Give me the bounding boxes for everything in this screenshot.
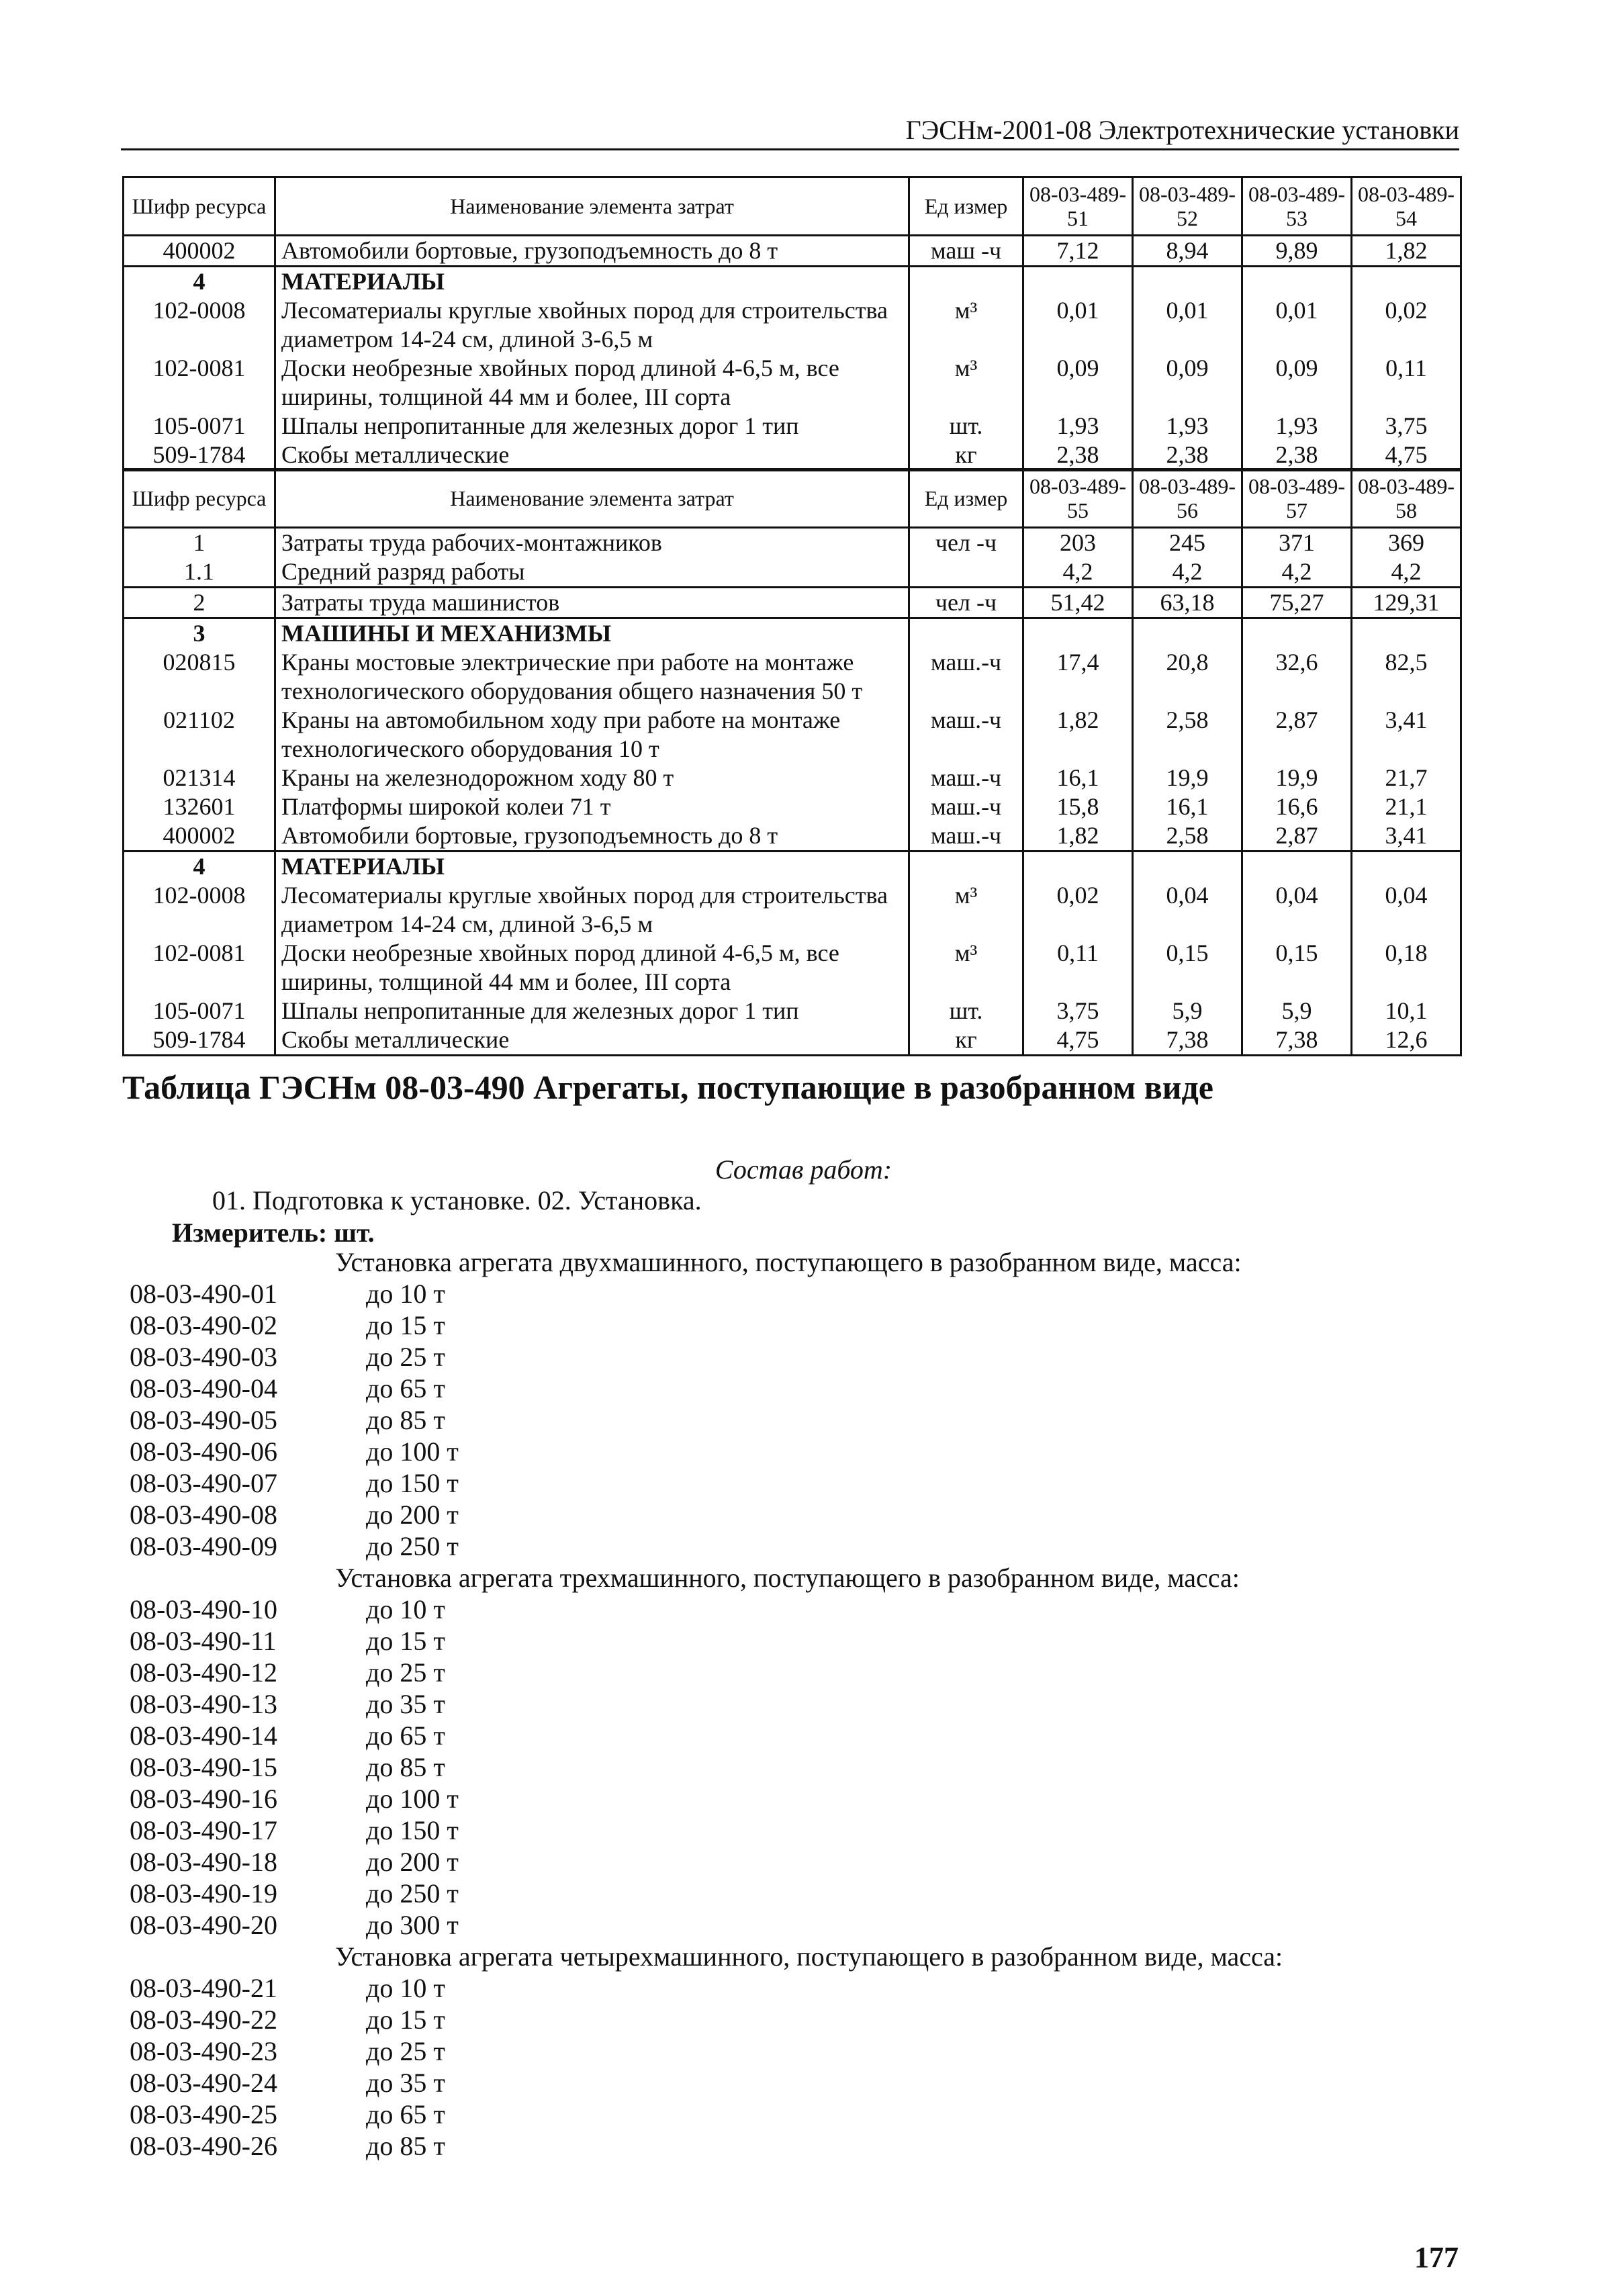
resource-code: 102-0008 xyxy=(124,881,275,939)
norm-item xyxy=(130,1815,1406,1846)
norm-code: 08-03-490-05 xyxy=(130,1405,277,1435)
resource-name: Автомобили бортовые, грузоподъемность до 8 т xyxy=(275,236,909,267)
table-row xyxy=(124,881,1461,939)
resource-unit: кг xyxy=(909,441,1023,471)
resource-code: 021314 xyxy=(124,764,275,792)
norm-value: 4,2 xyxy=(1242,557,1352,588)
norm-value: 5,9 xyxy=(1133,997,1242,1025)
norm-mass: до 250 т xyxy=(366,1531,459,1561)
norm-value: 4,2 xyxy=(1023,557,1133,588)
norm-value: 16,1 xyxy=(1023,764,1133,792)
norm-item xyxy=(130,1278,1406,1310)
resource-unit xyxy=(909,557,1023,588)
resource-code: 3 xyxy=(124,618,275,649)
norm-code: 08-03-490-23 xyxy=(130,2036,277,2066)
norm-value xyxy=(1352,852,1461,882)
meter-unit: Измеритель: шт. xyxy=(172,1218,375,1248)
table-row xyxy=(124,412,1461,441)
norm-value: 17,4 xyxy=(1023,648,1133,706)
norm-value: 75,27 xyxy=(1242,588,1352,618)
norm-item xyxy=(130,1688,1406,1720)
norm-value: 0,09 xyxy=(1242,354,1352,412)
column-header: 08-03-489-53 xyxy=(1242,177,1352,236)
norm-item xyxy=(130,1972,1406,2004)
resource-unit xyxy=(909,852,1023,882)
norm-value: 5,9 xyxy=(1242,997,1352,1025)
norm-value xyxy=(1023,618,1133,649)
norm-value: 3,75 xyxy=(1352,412,1461,441)
norm-value: 0,18 xyxy=(1352,939,1461,997)
norm-mass: до 10 т xyxy=(366,1973,445,2003)
norm-item xyxy=(130,1436,1406,1467)
resource-unit: чел -ч xyxy=(909,528,1023,558)
norm-code: 08-03-490-13 xyxy=(130,1689,277,1719)
norm-code: 08-03-490-17 xyxy=(130,1815,277,1845)
norm-item xyxy=(130,1467,1406,1499)
group-heading-text: Установка агрегата четырехмашинного, поступающего в разобранном виде, масса: xyxy=(335,1941,1283,1972)
norm-mass: до 15 т xyxy=(366,1626,445,1656)
table-row xyxy=(124,557,1461,588)
norm-mass: до 200 т xyxy=(366,1847,459,1877)
resource-name: Средний разряд работы xyxy=(275,557,909,588)
column-header: 08-03-489-54 xyxy=(1352,177,1461,236)
column-header: 08-03-489-57 xyxy=(1242,469,1352,528)
resource-code: 102-0081 xyxy=(124,354,275,412)
norm-mass: до 300 т xyxy=(366,1910,459,1940)
norm-value: 0,04 xyxy=(1133,881,1242,939)
norm-value: 203 xyxy=(1023,528,1133,558)
norm-value: 1,93 xyxy=(1023,412,1133,441)
section-row xyxy=(124,852,1461,882)
column-header: Шифр ресурса xyxy=(124,177,275,236)
resource-unit: маш.-ч xyxy=(909,764,1023,792)
norm-value: 16,1 xyxy=(1133,792,1242,821)
norm-value: 9,89 xyxy=(1242,236,1352,267)
table-row xyxy=(124,821,1461,852)
norm-item xyxy=(130,2130,1406,2162)
column-header: Наименование элемента затрат xyxy=(275,469,909,528)
resource-unit: м³ xyxy=(909,296,1023,354)
norm-mass: до 10 т xyxy=(366,1279,445,1309)
column-header: Шифр ресурса xyxy=(124,469,275,528)
resource-unit: шт. xyxy=(909,412,1023,441)
norm-mass: до 100 т xyxy=(366,1436,459,1467)
norm-value: 1,82 xyxy=(1352,236,1461,267)
norm-value xyxy=(1023,852,1133,882)
norm-value: 0,04 xyxy=(1242,881,1352,939)
norm-mass: до 85 т xyxy=(366,2131,445,2161)
norm-value: 2,87 xyxy=(1242,821,1352,852)
column-header: 08-03-489-51 xyxy=(1023,177,1133,236)
norm-value: 4,2 xyxy=(1352,557,1461,588)
norm-value: 129,31 xyxy=(1352,588,1461,618)
norm-value xyxy=(1242,267,1352,297)
resource-code: 105-0071 xyxy=(124,997,275,1025)
table-row xyxy=(124,706,1461,764)
norm-item xyxy=(130,1720,1406,1751)
resource-name: Платформы широкой колеи 71 т xyxy=(275,792,909,821)
resource-unit: маш.-ч xyxy=(909,792,1023,821)
table-title: Таблица ГЭСНм 08-03-490 Агрегаты, поступающие в разобранном виде xyxy=(122,1068,1213,1106)
norm-value: 21,1 xyxy=(1352,792,1461,821)
resource-name: МАТЕРИАЛЫ xyxy=(275,852,909,882)
resource-code: 105-0071 xyxy=(124,412,275,441)
resource-code: 400002 xyxy=(124,236,275,267)
norm-mass: до 65 т xyxy=(366,1373,445,1404)
resource-unit: м³ xyxy=(909,881,1023,939)
norm-mass: до 65 т xyxy=(366,1720,445,1751)
resource-unit: м³ xyxy=(909,939,1023,997)
resource-table-489-55-58 xyxy=(122,468,1462,1056)
group-heading xyxy=(130,1941,1406,1972)
norm-value: 0,04 xyxy=(1352,881,1461,939)
resource-unit: маш.-ч xyxy=(909,648,1023,706)
norm-item xyxy=(130,2004,1406,2035)
norm-item xyxy=(130,1783,1406,1815)
norm-value: 2,38 xyxy=(1242,441,1352,471)
norm-value xyxy=(1242,618,1352,649)
norm-code: 08-03-490-04 xyxy=(130,1373,277,1404)
table-row xyxy=(124,236,1461,267)
norm-mass: до 65 т xyxy=(366,2099,445,2129)
resource-name: Лесоматериалы круглые хвойных пород для строительства диаметром 14-24 см, длиной 3-6,5 м xyxy=(275,296,909,354)
norm-value: 21,7 xyxy=(1352,764,1461,792)
norm-item xyxy=(130,1909,1406,1941)
norm-code: 08-03-490-16 xyxy=(130,1784,277,1814)
resource-code: 509-1784 xyxy=(124,441,275,471)
norm-value: 3,41 xyxy=(1352,706,1461,764)
norm-code: 08-03-490-22 xyxy=(130,2005,277,2035)
column-header: 08-03-489-58 xyxy=(1352,469,1461,528)
norm-value: 0,01 xyxy=(1023,296,1133,354)
resource-name: Автомобили бортовые, грузоподъемность до 8 т xyxy=(275,821,909,852)
table-row xyxy=(124,792,1461,821)
norm-value: 0,01 xyxy=(1242,296,1352,354)
norm-code: 08-03-490-20 xyxy=(130,1910,277,1940)
norm-value: 4,2 xyxy=(1133,557,1242,588)
running-header: ГЭСНм-2001-08 Электротехнические установки xyxy=(121,114,1459,150)
norm-value: 0,15 xyxy=(1242,939,1352,997)
norm-item xyxy=(130,1499,1406,1530)
norm-value: 369 xyxy=(1352,528,1461,558)
resource-name: Доски необрезные хвойных пород длиной 4-6,5 м, все ширины, толщиной 44 мм и более, III сорта xyxy=(275,939,909,997)
norm-value: 371 xyxy=(1242,528,1352,558)
norm-value: 0,11 xyxy=(1023,939,1133,997)
resource-name: Скобы металлические xyxy=(275,441,909,471)
norm-value: 4,75 xyxy=(1023,1025,1133,1056)
norm-code: 08-03-490-02 xyxy=(130,1310,277,1340)
norm-mass: до 15 т xyxy=(366,1310,445,1340)
resource-unit: м³ xyxy=(909,354,1023,412)
table-row xyxy=(124,528,1461,558)
norm-mass: до 200 т xyxy=(366,1500,459,1530)
resource-name: МАТЕРИАЛЫ xyxy=(275,267,909,297)
norm-code: 08-03-490-21 xyxy=(130,1973,277,2003)
norm-value: 0,01 xyxy=(1133,296,1242,354)
norm-mass: до 15 т xyxy=(366,2005,445,2035)
norm-code: 08-03-490-19 xyxy=(130,1878,277,1909)
page-number: 177 xyxy=(1414,2241,1459,2274)
norm-item xyxy=(130,1846,1406,1878)
norm-value xyxy=(1242,852,1352,882)
resource-name: Шпалы непропитанные для железных дорог 1 тип xyxy=(275,412,909,441)
norm-value: 1,93 xyxy=(1133,412,1242,441)
norm-value: 51,42 xyxy=(1023,588,1133,618)
resource-table-489-51-54 xyxy=(122,176,1462,471)
norm-item xyxy=(130,1341,1406,1373)
norm-code: 08-03-490-03 xyxy=(130,1342,277,1372)
norm-code: 08-03-490-08 xyxy=(130,1500,277,1530)
resource-code: 509-1784 xyxy=(124,1025,275,1056)
norm-value: 82,5 xyxy=(1352,648,1461,706)
resource-unit: маш -ч xyxy=(909,236,1023,267)
norm-value: 3,75 xyxy=(1023,997,1133,1025)
norm-mass: до 10 т xyxy=(366,1594,445,1624)
resource-code: 4 xyxy=(124,267,275,297)
resource-name: Шпалы непропитанные для железных дорог 1 тип xyxy=(275,997,909,1025)
table-row xyxy=(124,997,1461,1025)
norm-value: 19,9 xyxy=(1133,764,1242,792)
norm-code: 08-03-490-06 xyxy=(130,1436,277,1467)
table-row xyxy=(124,354,1461,412)
work-composition-text: 01. Подготовка к установке. 02. Установка. xyxy=(212,1185,702,1215)
resource-name: Краны мостовые электрические при работе на монтаже технологического оборудования общего назначения 50 т xyxy=(275,648,909,706)
table-row xyxy=(124,588,1461,618)
norm-value: 2,58 xyxy=(1133,706,1242,764)
norm-item xyxy=(130,1404,1406,1436)
norm-value: 0,09 xyxy=(1133,354,1242,412)
resource-code: 1 xyxy=(124,528,275,558)
resource-name: Затраты труда рабочих-монтажников xyxy=(275,528,909,558)
norm-value: 16,6 xyxy=(1242,792,1352,821)
resource-code: 1.1 xyxy=(124,557,275,588)
norm-value: 12,6 xyxy=(1352,1025,1461,1056)
resource-name: Доски необрезные хвойных пород длиной 4-6,5 м, все ширины, толщиной 44 мм и более, III сорта xyxy=(275,354,909,412)
resource-name: МАШИНЫ И МЕХАНИЗМЫ xyxy=(275,618,909,649)
norm-list xyxy=(130,1246,1406,2162)
norm-code: 08-03-490-09 xyxy=(130,1531,277,1561)
group-heading-text: Установка агрегата трехмашинного, поступающего в разобранном виде, масса: xyxy=(335,1563,1240,1593)
section-row xyxy=(124,618,1461,649)
norm-mass: до 150 т xyxy=(366,1815,459,1845)
table-row xyxy=(124,648,1461,706)
norm-value: 0,02 xyxy=(1023,881,1133,939)
norm-value: 0,11 xyxy=(1352,354,1461,412)
resource-unit: кг xyxy=(909,1025,1023,1056)
resource-unit xyxy=(909,618,1023,649)
norm-value: 2,38 xyxy=(1133,441,1242,471)
column-header: 08-03-489-52 xyxy=(1133,177,1242,236)
resource-code: 021102 xyxy=(124,706,275,764)
norm-code: 08-03-490-14 xyxy=(130,1720,277,1751)
group-heading-text: Установка агрегата двухмашинного, поступающего в разобранном виде, масса: xyxy=(335,1247,1242,1277)
norm-value: 245 xyxy=(1133,528,1242,558)
resource-name: Лесоматериалы круглые хвойных пород для строительства диаметром 14-24 см, длиной 3-6,5 м xyxy=(275,881,909,939)
norm-item xyxy=(130,2099,1406,2130)
norm-value: 2,87 xyxy=(1242,706,1352,764)
resource-name: Краны на автомобильном ходу при работе на монтаже технологического оборудования 10 т xyxy=(275,706,909,764)
norm-value: 7,38 xyxy=(1242,1025,1352,1056)
norm-value xyxy=(1352,618,1461,649)
norm-value xyxy=(1133,618,1242,649)
norm-value: 7,12 xyxy=(1023,236,1133,267)
norm-value: 0,09 xyxy=(1023,354,1133,412)
group-heading xyxy=(130,1246,1406,1278)
norm-value xyxy=(1023,267,1133,297)
norm-code: 08-03-490-25 xyxy=(130,2099,277,2129)
table-row xyxy=(124,939,1461,997)
norm-value: 15,8 xyxy=(1023,792,1133,821)
norm-mass: до 150 т xyxy=(366,1468,459,1498)
norm-value: 1,82 xyxy=(1023,706,1133,764)
resource-code: 020815 xyxy=(124,648,275,706)
norm-code: 08-03-490-10 xyxy=(130,1594,277,1624)
norm-value xyxy=(1133,267,1242,297)
column-header: Наименование элемента затрат xyxy=(275,177,909,236)
norm-value: 7,38 xyxy=(1133,1025,1242,1056)
norm-mass: до 250 т xyxy=(366,1878,459,1909)
resource-name: Скобы металлические xyxy=(275,1025,909,1056)
norm-mass: до 85 т xyxy=(366,1752,445,1782)
norm-mass: до 35 т xyxy=(366,2068,445,2098)
norm-item xyxy=(130,1310,1406,1341)
norm-value: 10,1 xyxy=(1352,997,1461,1025)
norm-code: 08-03-490-12 xyxy=(130,1657,277,1688)
norm-value: 2,58 xyxy=(1133,821,1242,852)
norm-mass: до 25 т xyxy=(366,1342,445,1372)
column-header: Ед измер xyxy=(909,177,1023,236)
norm-item xyxy=(130,1878,1406,1909)
resource-name: Затраты труда машинистов xyxy=(275,588,909,618)
column-header: Ед измер xyxy=(909,469,1023,528)
norm-item xyxy=(130,1657,1406,1688)
norm-mass: до 25 т xyxy=(366,2036,445,2066)
norm-code: 08-03-490-01 xyxy=(130,1279,277,1309)
norm-mass: до 85 т xyxy=(366,1405,445,1435)
norm-value: 19,9 xyxy=(1242,764,1352,792)
section-row xyxy=(124,267,1461,297)
work-composition-title: Состав работ: xyxy=(715,1154,892,1185)
norm-value: 2,38 xyxy=(1023,441,1133,471)
resource-unit xyxy=(909,267,1023,297)
resource-unit: маш.-ч xyxy=(909,706,1023,764)
norm-code: 08-03-490-24 xyxy=(130,2068,277,2098)
norm-item xyxy=(130,1751,1406,1783)
table-row xyxy=(124,764,1461,792)
norm-item xyxy=(130,1373,1406,1404)
column-header: 08-03-489-55 xyxy=(1023,469,1133,528)
norm-value: 63,18 xyxy=(1133,588,1242,618)
norm-value: 4,75 xyxy=(1352,441,1461,471)
norm-value: 1,93 xyxy=(1242,412,1352,441)
norm-code: 08-03-490-26 xyxy=(130,2131,277,2161)
group-heading xyxy=(130,1562,1406,1594)
norm-code: 08-03-490-15 xyxy=(130,1752,277,1782)
norm-code: 08-03-490-18 xyxy=(130,1847,277,1877)
resource-code: 2 xyxy=(124,588,275,618)
norm-item xyxy=(130,1625,1406,1657)
norm-value xyxy=(1352,267,1461,297)
resource-unit: маш.-ч xyxy=(909,821,1023,852)
resource-name: Краны на железнодорожном ходу 80 т xyxy=(275,764,909,792)
norm-value: 20,8 xyxy=(1133,648,1242,706)
norm-mass: до 25 т xyxy=(366,1657,445,1688)
norm-value: 0,15 xyxy=(1133,939,1242,997)
norm-item xyxy=(130,1594,1406,1625)
norm-value: 1,82 xyxy=(1023,821,1133,852)
norm-value: 8,94 xyxy=(1133,236,1242,267)
norm-item xyxy=(130,2035,1406,2067)
resource-code: 400002 xyxy=(124,821,275,852)
norm-mass: до 100 т xyxy=(366,1784,459,1814)
norm-item xyxy=(130,1530,1406,1562)
norm-code: 08-03-490-11 xyxy=(130,1626,277,1656)
table-row xyxy=(124,441,1461,471)
norm-mass: до 35 т xyxy=(366,1689,445,1719)
table-header-row xyxy=(124,469,1461,528)
resource-unit: шт. xyxy=(909,997,1023,1025)
norm-value: 3,41 xyxy=(1352,821,1461,852)
resource-code: 102-0008 xyxy=(124,296,275,354)
resource-code: 4 xyxy=(124,852,275,882)
resource-code: 132601 xyxy=(124,792,275,821)
column-header: 08-03-489-56 xyxy=(1133,469,1242,528)
table-row xyxy=(124,1025,1461,1056)
table-header-row xyxy=(124,177,1461,236)
norm-value: 0,02 xyxy=(1352,296,1461,354)
resource-code: 102-0081 xyxy=(124,939,275,997)
norm-code: 08-03-490-07 xyxy=(130,1468,277,1498)
table-row xyxy=(124,296,1461,354)
resource-unit: чел -ч xyxy=(909,588,1023,618)
norm-value xyxy=(1133,852,1242,882)
norm-value: 32,6 xyxy=(1242,648,1352,706)
norm-item xyxy=(130,2067,1406,2099)
